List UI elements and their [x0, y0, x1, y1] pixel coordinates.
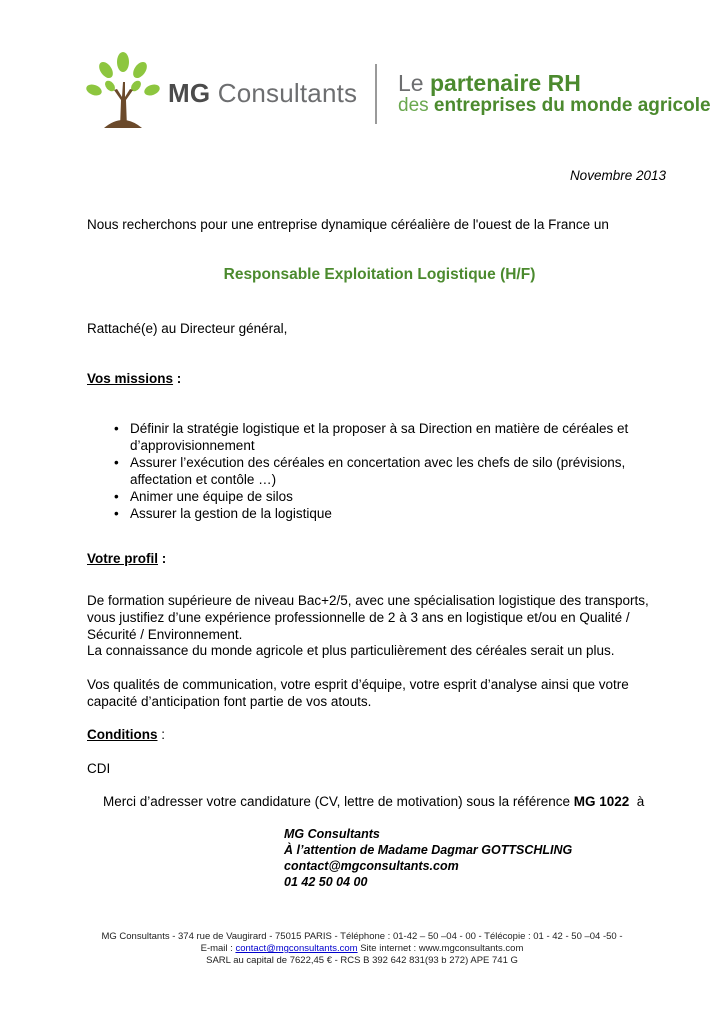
- tagline2-prefix: des: [398, 95, 434, 116]
- profile-paragraph: La connaissance du monde agricole et plus particulièrement des céréales serait un plus.: [87, 643, 615, 658]
- brand-mg: MG: [168, 78, 211, 108]
- list-item: • Définir la stratégie logistique et la proposer à sa Direction en matière de céréales et d’approvisionnement: [110, 420, 670, 454]
- tagline-line2: [398, 95, 711, 117]
- reporting-line: Rattaché(e) au Directeur général,: [87, 321, 288, 336]
- profile-heading-suffix: :: [158, 551, 167, 566]
- list-item: • Animer une équipe de silos: [110, 488, 670, 505]
- footer-legal: SARL au capital de 7622,45 € - RCS B 392 642 831(93 b 272) APE 741 G: [206, 955, 518, 966]
- conditions-heading: [87, 726, 165, 743]
- contact-phone: 01 42 50 04 00: [284, 875, 368, 889]
- contact-attention: À l’attention de Madame Dagmar GOTTSCHLING: [284, 843, 573, 857]
- tagline1-bold: partenaire RH: [429, 70, 581, 96]
- header-divider: [375, 64, 377, 124]
- reference-code: MG 1022: [573, 794, 630, 809]
- tagline-line1: [398, 70, 581, 97]
- footer: [0, 931, 724, 967]
- document-date: Novembre 2013: [569, 168, 666, 183]
- application-after: à: [629, 794, 645, 809]
- footer-email-label: E-mail :: [200, 943, 236, 954]
- profile-paragraph: De formation supérieure de niveau Bac+2/5, avec une spécialisation logistique des transports, vous justifiez d’une expérience professionnelle de 2 à 3 ans en logistique et/ou en Qualité / Sécurité / Environnement.: [87, 593, 649, 642]
- footer-email-link[interactable]: contact@mgconsultants.com: [235, 943, 358, 954]
- footer-address: MG Consultants - 374 rue de Vaugirard - 75015 PARIS - Téléphone : 01-42 – 50 –04 - 00 - Télécopie : 01 - 42 - 50 –04 -50 -: [101, 931, 623, 942]
- list-item: • Assurer la gestion de la logistique: [110, 505, 670, 522]
- missions-heading: [87, 370, 181, 387]
- profile-heading-label: Votre profil: [87, 551, 159, 566]
- application-instructions: [103, 793, 644, 810]
- conditions-heading-label: Conditions: [87, 727, 158, 742]
- profile-heading: [87, 550, 166, 567]
- logo-tree-icon: [84, 50, 162, 130]
- contact-email[interactable]: contact@mgconsultants.com: [284, 859, 459, 873]
- missions-list: [110, 420, 670, 522]
- missions-heading-label: Vos missions: [87, 371, 174, 386]
- footer-contact-line: [0, 943, 724, 955]
- tagline1-prefix: Le: [398, 70, 430, 96]
- conditions-heading-suffix: :: [157, 727, 166, 742]
- profile-paragraph: Vos qualités de communication, votre esprit d’équipe, votre esprit d’analyse ainsi que votre capacité d’anticipation font partie de vos atouts.: [87, 677, 629, 709]
- brand-consultants: Consultants: [217, 78, 358, 108]
- contract-type: CDI: [87, 761, 111, 776]
- list-item: • Assurer l’exécution des céréales en concertation avec les chefs de silo (prévisions, affectation et contôle …): [110, 454, 670, 488]
- contact-company: MG Consultants: [284, 827, 380, 841]
- footer-website: Site internet : www.mgconsultants.com: [357, 943, 524, 954]
- job-title: Responsable Exploitation Logistique (H/F): [223, 266, 536, 283]
- contact-block: [284, 826, 572, 890]
- application-text: Merci d’adresser votre candidature (CV, lettre de motivation) sous la référence: [103, 794, 574, 809]
- intro-text: Nous recherchons pour une entreprise dynamique céréalière de l'ouest de la France un: [87, 217, 609, 232]
- missions-heading-suffix: :: [173, 371, 182, 386]
- tagline2-bold: entreprises du monde agricole: [433, 95, 711, 116]
- brand-name: [168, 78, 357, 109]
